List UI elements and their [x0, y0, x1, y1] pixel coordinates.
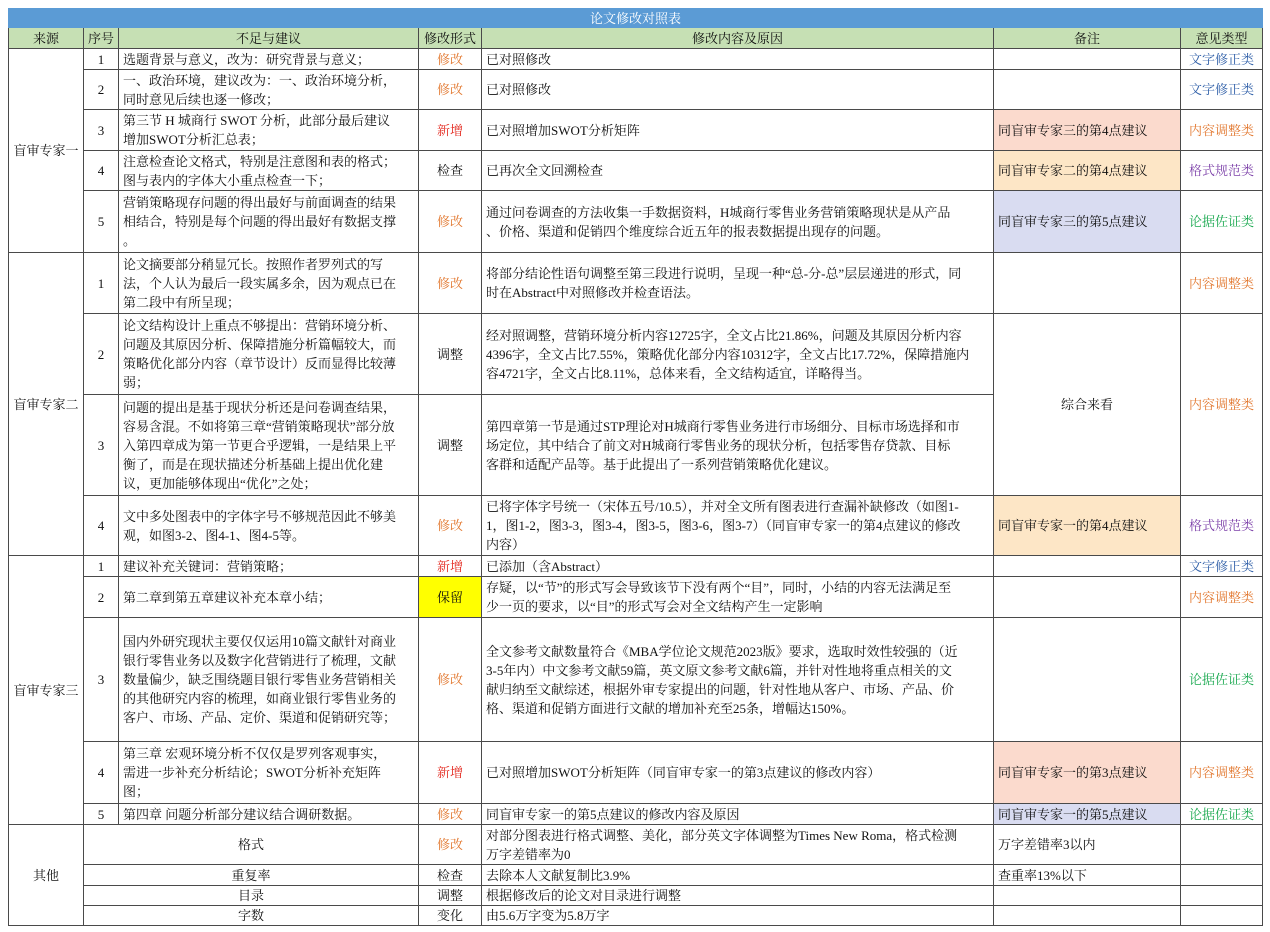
row-number: 5 [84, 804, 119, 825]
table-row [9, 577, 1263, 618]
source-cell: 盲审专家二 [9, 253, 84, 556]
row-number: 5 [84, 191, 119, 253]
opinion-type-cell: 内容调整类 [1181, 314, 1263, 496]
remark-cell: 万字差错率3以内 [994, 825, 1181, 865]
opinion-type-cell [1181, 906, 1263, 926]
revision-form-cell: 修改 [419, 253, 482, 314]
remark-cell [994, 618, 1181, 742]
revision-content-cell: 去除本人文献复制比3.9% [482, 865, 994, 886]
opinion-type-cell: 论据佐证类 [1181, 618, 1263, 742]
revision-content-cell: 已对照增加SWOT分析矩阵 [482, 110, 994, 151]
opinion-type-cell [1181, 825, 1263, 865]
revision-form-cell: 新增 [419, 556, 482, 577]
suggestion-cell: 第二章到第五章建议补充本章小结； [119, 577, 419, 618]
header-source: 来源 [9, 28, 84, 49]
opinion-type-cell: 文字修正类 [1181, 70, 1263, 110]
revision-content-cell: 经对照调整，营销环境分析内容12725字，全文占比21.86%，问题及其原因分析内容 4396字，全文占比7.55%，策略优化部分内容10312字，全文占比17.72%，保障措施内 容4721字，全文占比8.11%，总体来看，全文结构适宜，详略得当。 [482, 314, 994, 395]
table-row [9, 906, 1263, 926]
row-number: 2 [84, 314, 119, 395]
suggestion-cell: 文中多处图表中的字体字号不够规范因此不够美 观，如图3-2、图4-1、图4-5等。 [119, 496, 419, 556]
revision-content-cell: 已对照修改 [482, 49, 994, 70]
opinion-type-cell: 内容调整类 [1181, 742, 1263, 804]
table-row [9, 618, 1263, 742]
revision-form-cell: 修改 [419, 49, 482, 70]
other-item-cell: 字数 [84, 906, 419, 926]
table-row [9, 865, 1263, 886]
header-revision-form: 修改形式 [419, 28, 482, 49]
remark-cell [994, 556, 1181, 577]
revision-content-cell: 由5.6万字变为5.8万字 [482, 906, 994, 926]
suggestion-cell: 国内外研究现状主要仅仅运用10篇文献针对商业 银行零售业务以及数字化营销进行了梳理，文献 数量偏少，缺乏围绕题目银行零售业务营销相关 的其他研究内容的梳理，如商业银行零售业务的 客户、市场、产品、定价、渠道和促销研究等； [119, 618, 419, 742]
revision-form-cell: 检查 [419, 865, 482, 886]
row-number: 1 [84, 253, 119, 314]
remark-cell: 综合来看 [994, 314, 1181, 496]
revision-form-cell: 调整 [419, 395, 482, 496]
table-row [9, 110, 1263, 151]
opinion-type-cell: 内容调整类 [1181, 253, 1263, 314]
revision-form-cell: 修改 [419, 70, 482, 110]
header-remark: 备注 [994, 28, 1181, 49]
opinion-type-cell: 内容调整类 [1181, 110, 1263, 151]
suggestion-cell: 第三节 H 城商行 SWOT 分析，此部分最后建议 增加SWOT分析汇总表； [119, 110, 419, 151]
opinion-type-cell: 文字修正类 [1181, 556, 1263, 577]
header-revision-content: 修改内容及原因 [482, 28, 994, 49]
revision-content-cell: 根据修改后的论文对目录进行调整 [482, 886, 994, 906]
suggestion-cell: 注意检查论文格式，特别是注意图和表的格式； 图与表内的字体大小重点检查一下； [119, 151, 419, 191]
remark-cell [994, 70, 1181, 110]
revision-form-cell: 修改 [419, 804, 482, 825]
suggestion-cell: 论文摘要部分稍显冗长。按照作者罗列式的写 法，个人认为最后一段实属多余，因为观点已在 第二段中有所呈现； [119, 253, 419, 314]
source-cell: 盲审专家一 [9, 49, 84, 253]
opinion-type-cell: 格式规范类 [1181, 496, 1263, 556]
table-row [9, 496, 1263, 556]
revision-form-cell: 调整 [419, 314, 482, 395]
row-number: 1 [84, 556, 119, 577]
row-number: 3 [84, 110, 119, 151]
header-suggestion: 不足与建议 [119, 28, 419, 49]
remark-cell: 同盲审专家一的第3点建议 [994, 742, 1181, 804]
remark-cell: 查重率13%以下 [994, 865, 1181, 886]
title-row [9, 9, 1263, 28]
revision-content-cell: 已再次全文回溯检查 [482, 151, 994, 191]
table-row [9, 742, 1263, 804]
suggestion-cell: 一、政治环境，建议改为：一、政治环境分析， 同时意见后续也逐一修改； [119, 70, 419, 110]
table-row [9, 191, 1263, 253]
row-number: 2 [84, 70, 119, 110]
revision-content-cell: 全文参考文献数量符合《MBA学位论文规范2023版》要求，选取时效性较强的（近 3-5年内）中文参考文献59篇，英文原文参考文献6篇，并针对性地将重点相关的文 献归纳至文献综述，根据外审专家提出的问题，针对性地从客户、市场、产品、价 格、渠道和促销方面进行文献的增加补充至25条，增幅达150%。 [482, 618, 994, 742]
remark-cell: 同盲审专家一的第5点建议 [994, 804, 1181, 825]
opinion-type-cell: 内容调整类 [1181, 577, 1263, 618]
table-row [9, 70, 1263, 110]
row-number: 2 [84, 577, 119, 618]
suggestion-cell: 选题背景与意义，改为：研究背景与意义； [119, 49, 419, 70]
source-cell: 其他 [9, 825, 84, 926]
revision-form-cell: 检查 [419, 151, 482, 191]
table-row [9, 253, 1263, 314]
row-number: 4 [84, 742, 119, 804]
suggestion-cell: 建议补充关键词：营销策略； [119, 556, 419, 577]
remark-cell: 同盲审专家一的第4点建议 [994, 496, 1181, 556]
revision-comparison-table [8, 8, 1263, 926]
revision-form-cell: 新增 [419, 110, 482, 151]
revision-content-cell: 已添加（含Abstract） [482, 556, 994, 577]
header-number: 序号 [84, 28, 119, 49]
table-row [9, 49, 1263, 70]
row-number: 3 [84, 618, 119, 742]
other-item-cell: 格式 [84, 825, 419, 865]
suggestion-cell: 问题的提出是基于现状分析还是问卷调查结果， 容易含混。不如将第三章“营销策略现状”部分放 入第四章成为第一节更合乎逻辑，一是结果上平 衡了，而是在现状描述分析基础上提出优化建 议，更加能够体现出“优化”之处； [119, 395, 419, 496]
revision-content-cell: 将部分结论性语句调整至第三段进行说明，呈现一种“总-分-总”层层递进的形式，同 时在Abstract中对照修改并检查语法。 [482, 253, 994, 314]
table-row [9, 314, 1263, 395]
other-item-cell: 重复率 [84, 865, 419, 886]
revision-form-cell: 修改 [419, 496, 482, 556]
row-number: 1 [84, 49, 119, 70]
revision-form-cell: 变化 [419, 906, 482, 926]
row-number: 3 [84, 395, 119, 496]
remark-cell [994, 577, 1181, 618]
revision-content-cell: 同盲审专家一的第5点建议的修改内容及原因 [482, 804, 994, 825]
remark-cell: 同盲审专家三的第4点建议 [994, 110, 1181, 151]
table-row [9, 825, 1263, 865]
opinion-type-cell: 文字修正类 [1181, 49, 1263, 70]
other-item-cell: 目录 [84, 886, 419, 906]
revision-content-cell: 已将字体字号统一（宋体五号/10.5），并对全文所有图表进行查漏补缺修改（如图1- 1，图1-2，图3-3，图3-4，图3-5，图3-6，图3-7）（同盲审专家一的第4点建议的修改 内容） [482, 496, 994, 556]
table-row [9, 151, 1263, 191]
opinion-type-cell: 格式规范类 [1181, 151, 1263, 191]
table-title: 论文修改对照表 [9, 9, 1263, 28]
remark-cell [994, 906, 1181, 926]
revision-form-cell: 保留 [419, 577, 482, 618]
revision-content-cell: 对部分图表进行格式调整、美化，部分英文字体调整为Times New Roma，格式检测 万字差错率为0 [482, 825, 994, 865]
table-row [9, 804, 1263, 825]
revision-form-cell: 调整 [419, 886, 482, 906]
suggestion-cell: 第四章 问题分析部分建议结合调研数据。 [119, 804, 419, 825]
row-number: 4 [84, 151, 119, 191]
row-number: 4 [84, 496, 119, 556]
header-opinion-type: 意见类型 [1181, 28, 1263, 49]
suggestion-cell: 第三章 宏观环境分析不仅仅是罗列客观事实， 需进一步补充分析结论；SWOT分析补充矩阵 图； [119, 742, 419, 804]
revision-content-cell: 已对照修改 [482, 70, 994, 110]
header-row [9, 28, 1263, 49]
table-row [9, 886, 1263, 906]
remark-cell [994, 49, 1181, 70]
revision-content-cell: 存疑，以“节”的形式写会导致该节下没有两个“目”，同时，小结的内容无法满足至 少一页的要求，以“目”的形式写会对全文结构产生一定影响 [482, 577, 994, 618]
table-row [9, 556, 1263, 577]
revision-form-cell: 修改 [419, 825, 482, 865]
remark-cell [994, 253, 1181, 314]
opinion-type-cell [1181, 886, 1263, 906]
remark-cell: 同盲审专家三的第5点建议 [994, 191, 1181, 253]
source-cell: 盲审专家三 [9, 556, 84, 825]
revision-form-cell: 修改 [419, 191, 482, 253]
remark-cell: 同盲审专家二的第4点建议 [994, 151, 1181, 191]
suggestion-cell: 论文结构设计上重点不够提出：营销环境分析、 问题及其原因分析、保障措施分析篇幅较大，而 策略优化部分内容（章节设计）反而显得比较薄 弱； [119, 314, 419, 395]
revision-content-cell: 第四章第一节是通过STP理论对H城商行零售业务进行市场细分、目标市场选择和市 场定位，其中结合了前文对H城商行零售业务的现状分析，包括零售存贷款、目标 客群和适配产品等。基于此提出了一系列营销策略优化建议。 [482, 395, 994, 496]
opinion-type-cell [1181, 865, 1263, 886]
revision-content-cell: 已对照增加SWOT分析矩阵（同盲审专家一的第3点建议的修改内容） [482, 742, 994, 804]
remark-cell [994, 886, 1181, 906]
revision-form-cell: 新增 [419, 742, 482, 804]
revision-form-cell: 修改 [419, 618, 482, 742]
revision-content-cell: 通过问卷调查的方法收集一手数据资料，H城商行零售业务营销策略现状是从产品 、价格、渠道和促销四个维度综合近五年的报表数据提出现存的问题。 [482, 191, 994, 253]
opinion-type-cell: 论据佐证类 [1181, 191, 1263, 253]
opinion-type-cell: 论据佐证类 [1181, 804, 1263, 825]
suggestion-cell: 营销策略现存问题的得出最好与前面调查的结果 相结合，特别是每个问题的得出最好有数据支撑 。 [119, 191, 419, 253]
